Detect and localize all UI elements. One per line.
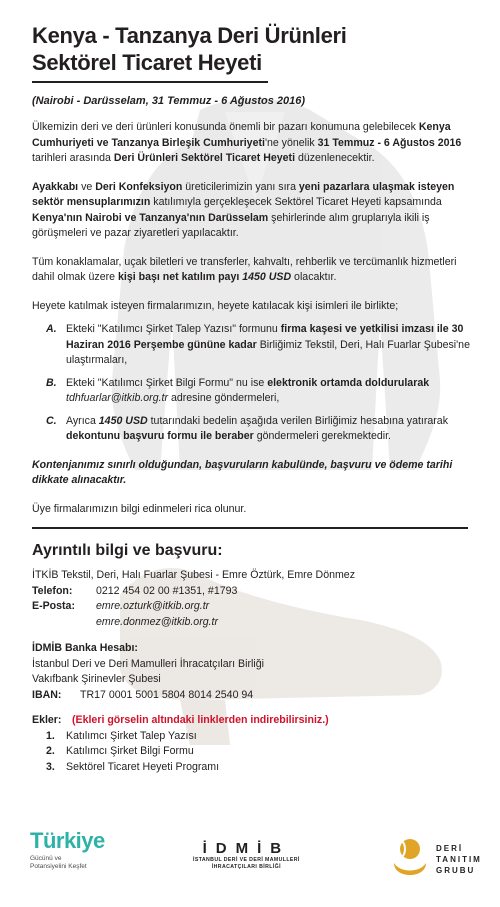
item-b-text-2: adresine göndermeleri, (168, 392, 280, 404)
fee-label: kişi başı net katılım payı (117, 271, 243, 283)
turkiye-tagline-2: Potansiyelini Keşfet (30, 863, 87, 870)
attachment-number: 1. (46, 729, 55, 742)
intro-text-1: Ülkemizin deri ve deri ürünleri konusunda önemli bir pazarı konumuna gelebilecek (32, 121, 419, 133)
deri-text-2: TANITIM (436, 854, 482, 864)
email-link-2[interactable]: emre.donmez@itkib.org.tr (96, 615, 219, 628)
title-line-2: Sektörel Ticaret Heyeti (32, 50, 262, 75)
intro-event-name: Deri Ürünleri Sektörel Ticaret Heyeti (113, 152, 296, 164)
fee-amount: 1450 USD (242, 271, 292, 283)
item-c-text-2: tutarındaki bedelin aşağıda verilen Birliğimiz hesabına yatırarak (147, 414, 448, 427)
bank-heading: İDMİB Banka Hesabı: (32, 642, 138, 654)
phone-row (32, 584, 472, 600)
scope-text-2: üreticilerimizin yanı sıra (182, 180, 299, 193)
scope-cities: Kenya'nın Nairobi ve Tanzanya'nın Darüsselam (32, 211, 269, 224)
list-item-letter: B. (46, 376, 57, 389)
item-c-bold: dekontunu başvuru formu ile beraber (66, 430, 254, 442)
closing-note: Üye firmalarımızın bilgi edinmeleri rica olunur. (32, 502, 247, 515)
item-a-text-1: Ekteki "Katılımcı Şirket Talep Yazısı" formunu (66, 323, 281, 335)
footer-logos (0, 818, 500, 907)
deri-text-1: DERİ (436, 843, 464, 853)
list-item-text (66, 414, 472, 445)
deri-tanitim-logo-icon (390, 833, 430, 885)
idmib-wordmark: İDMİB (202, 840, 291, 857)
page-title (32, 22, 472, 76)
list-item (32, 744, 472, 760)
idmib-subtitle-2: İHRACATÇILARI BİRLİĞİ (211, 864, 281, 870)
intro-countries: Kenya Cumhuriyeti ve Tanzanya Birleşik Cumhuriyeti (32, 121, 451, 149)
attachment-name: Sektörel Ticaret Heyeti Programı (66, 760, 220, 773)
item-c-amount: 1450 USD (98, 414, 148, 427)
section-divider (32, 527, 468, 529)
fee-text-2: olacaktır. (291, 271, 337, 283)
attachment-number: 2. (46, 745, 55, 757)
attachment-name: Katılımcı Şirket Bilgi Formu (66, 745, 194, 757)
idmib-subtitle-1: İSTANBUL DERİ VE DERİ MAMULLERİ (193, 857, 300, 863)
title-divider (32, 81, 268, 83)
attachment-name: Katılımcı Şirket Talep Yazısı (66, 729, 197, 742)
turkiye-tagline-1: Gücünü ve (30, 855, 62, 862)
list-item (32, 322, 472, 369)
turkiye-wordmark: Türkiye (30, 828, 105, 853)
deri-tanitim-wordmark (436, 843, 482, 876)
fair-email-link[interactable]: tdhfuarlar@itkib.org.tr (66, 392, 169, 404)
iban-label: IBAN: (32, 688, 62, 701)
info-heading: Ayrıntılı bilgi ve başvuru: (32, 542, 223, 559)
attachments-row (32, 713, 472, 729)
list-item (32, 729, 472, 745)
main-content (32, 22, 472, 775)
list-item-text (66, 322, 472, 369)
list-item (32, 760, 472, 776)
phone-label: Telefon: (32, 584, 73, 597)
bank-branch: Vakıfbank Şirinevler Şubesi (32, 673, 161, 685)
contact-line: İTKİB Tekstil, Deri, Halı Fuarlar Şubesi - Emre Öztürk, Emre Dönmez (32, 569, 355, 581)
list-item (32, 414, 472, 445)
list-item-text (66, 376, 472, 407)
iban-value: TR17 0001 5001 5804 8014 2540 94 (80, 688, 254, 701)
attachments-label: Ekler: (32, 714, 62, 726)
email-label: E-Posta: (32, 600, 75, 612)
attachment-list (32, 729, 472, 776)
scope-text-4: şehirlerinde alım gruplarıyla ikili iş görüşmeleri ve pazar ziyaretleri yapılacaktır. (32, 211, 430, 239)
intro-text-2: 'ne yönelik (264, 136, 318, 149)
email-link-1[interactable]: emre.ozturk@itkib.org.tr (96, 600, 210, 612)
intro-dates: 31 Temmuz - 6 Ağustos 2016 (317, 136, 462, 149)
intro-text-3: tarihleri arasında (32, 152, 114, 164)
iban-row (32, 688, 472, 704)
email-row-2 (32, 615, 472, 631)
attachment-number: 3. (46, 760, 55, 773)
list-item-letter: C. (46, 414, 57, 427)
intro-text-4: düzenlenecektir. (295, 152, 375, 164)
scope-leather-apparel: Deri Konfeksiyon (95, 180, 183, 193)
idmib-logo (193, 840, 300, 871)
attachments-note: (Ekleri görselin altındaki linklerden indirebilirsiniz.) (72, 714, 329, 726)
instructions-intro: Heyete katılmak isteyen firmalarımızın, heyete katılacak kişi isimleri ile birlikte; (32, 299, 399, 312)
email-label-spacer (32, 615, 96, 631)
scope-paragraph (32, 180, 472, 242)
item-b-text-1: Ekteki "Katılımcı Şirket Bilgi Formu" nu ise (66, 376, 268, 389)
item-a-text-2: Birliğimiz Tekstil, Deri, Halı Fuarlar Şubesi'ne ulaştırmaları, (66, 338, 470, 366)
phone-value[interactable]: 0212 454 02 00 #1351, #1793 (96, 584, 238, 597)
list-item (32, 376, 472, 407)
scope-text-1: ve (78, 180, 96, 193)
fee-text-1: Tüm konaklamalar, uçak biletleri ve transferler, kahvaltı, rehberlik ve tercümanlık hizmetleri dahil olmak üzere (32, 255, 457, 283)
item-c-text-3: göndermeleri gerekmektedir. (256, 430, 391, 442)
item-c-text-1: Ayrıca (66, 414, 99, 427)
email-row (32, 599, 472, 615)
item-b-bold: elektronik ortamda doldurularak (267, 376, 430, 389)
deri-text-3: GRUBU (436, 865, 476, 875)
title-line-1: Kenya - Tanzanya Deri Ürünleri (32, 23, 347, 48)
event-dates: (Nairobi - Darüsselam, 31 Temmuz - 6 Ağustos 2016) (32, 95, 306, 107)
fee-paragraph (32, 255, 472, 286)
intro-paragraph (32, 120, 472, 167)
deri-tanitim-logo (390, 833, 482, 885)
list-item-letter: A. (46, 323, 57, 335)
item-a-bold: firma kaşesi ve yetkilisi imzası ile 30 Haziran 2016 Perşembe gününe kadar (66, 323, 464, 351)
turkiye-tagline (30, 855, 105, 871)
scope-text-3: katılımıyla gerçekleşecek Sektörel Ticaret Heyeti kapsamında (150, 196, 442, 208)
scope-shoes: Ayakkabı (32, 180, 79, 193)
quota-warning: Kontenjanımız sınırlı olduğundan, başvuruların kabulünde, başvuru ve ödeme tarihi dikkate alınacaktır. (32, 458, 453, 486)
bank-account-holder: İstanbul Deri ve Deri Mamulleri İhracatçıları Birliği (32, 657, 264, 670)
scope-members: yeni pazarlara ulaşmak isteyen sektör mensuplarımızın (32, 180, 455, 208)
turkiye-logo (30, 828, 105, 871)
instruction-list (32, 322, 472, 445)
